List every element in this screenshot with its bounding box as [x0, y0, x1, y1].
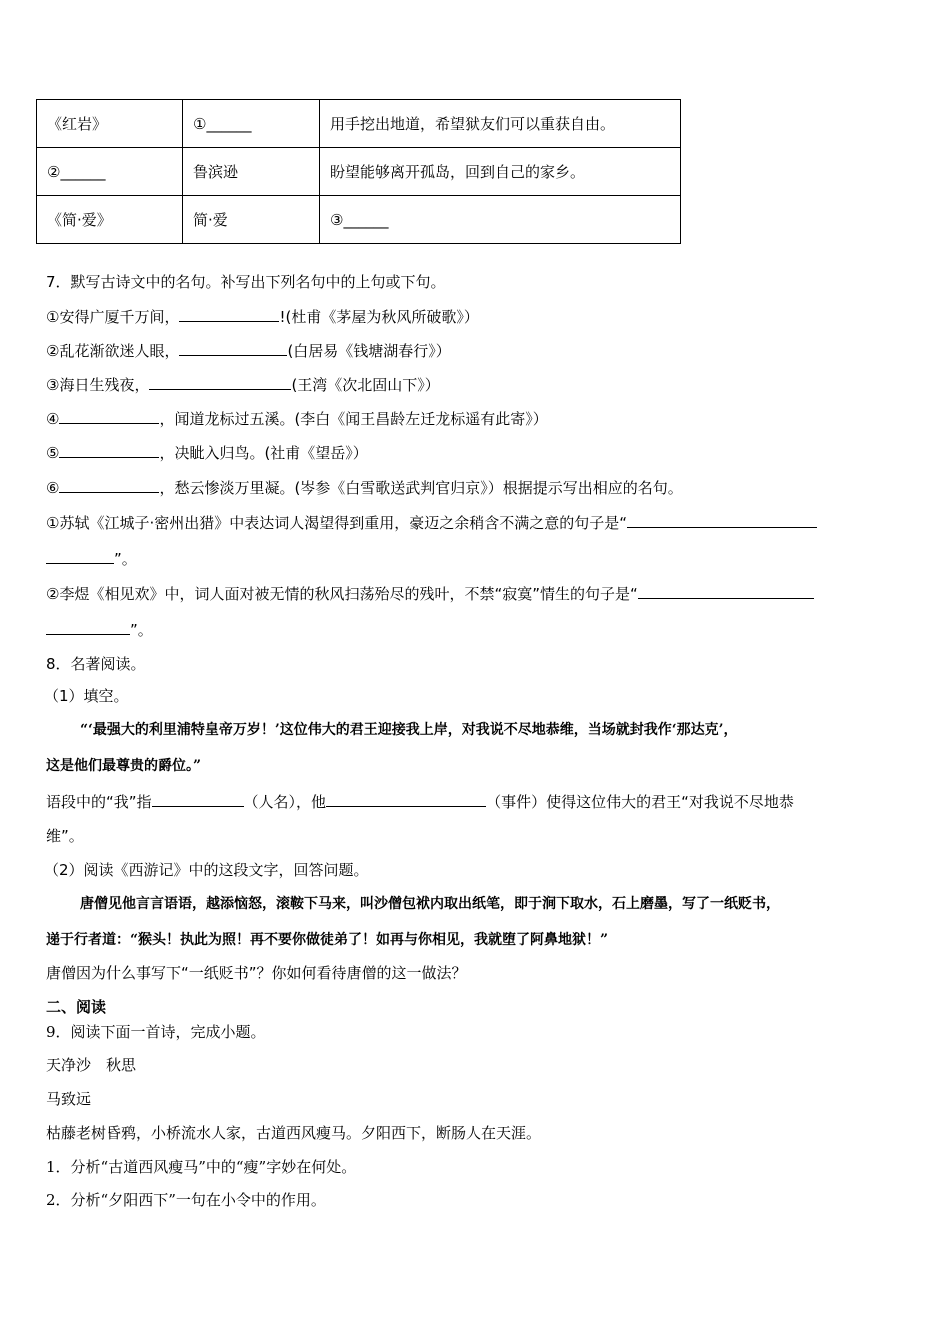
answer-blank[interactable] — [638, 582, 814, 599]
q8-question: 唐僧因为什么事写下“一纸贬书”？你如何看待唐僧的这一做法？ — [46, 964, 467, 982]
q8-quote-1b: 这是他们最尊贵的爵位。” — [46, 758, 202, 774]
q7-line-5-b: ，决眦入归鸟。(社甫《望岳》） — [159, 444, 368, 462]
answer-blank[interactable] — [59, 476, 159, 493]
q9-sub-2: 2．分析“夕阳西下”一句在小令中的作用。 — [46, 1191, 326, 1209]
q7-line-2 — [46, 339, 451, 361]
answer-blank[interactable] — [59, 407, 159, 424]
table-cell: 《简·爱》 — [37, 196, 183, 244]
table-row — [37, 148, 681, 196]
q8-quote-2a: 唐僧见他言言语语，越添恼怒，滚鞍下马来，叫沙僧包袱内取出纸笔，即于涧下取水，石上磨墨，写了一纸贬书， — [80, 896, 780, 912]
q7-sub-2-b: ”。 — [130, 621, 153, 639]
table-cell: 鲁滨逊 — [183, 148, 320, 196]
q8-fill-a: 语段中的“我”指 — [46, 793, 152, 811]
q7-line-5-a: ⑤ — [46, 444, 60, 462]
answer-blank[interactable] — [179, 305, 279, 322]
table-row — [37, 100, 681, 148]
table-cell: 盼望能够离开孤岛，回到自己的家乡。 — [320, 148, 681, 196]
table-row — [37, 196, 681, 244]
answer-blank[interactable] — [46, 618, 130, 635]
q8-fill — [46, 790, 794, 812]
q7-line-6-a: ⑥ — [46, 479, 60, 497]
q7-line-5 — [46, 441, 368, 463]
q8-fill-d: 维”。 — [46, 827, 84, 845]
q8-part-2: （2）阅读《西游记》中的这段文字，回答问题。 — [44, 861, 369, 879]
answer-blank[interactable] — [179, 339, 287, 356]
q7-sub-1-a: ①苏轼《江城子·密州出猎》中表达词人渴望得到重用，豪迈之余稍含不满之意的句子是“ — [46, 514, 627, 532]
q8-title: 8．名著阅读。 — [46, 655, 146, 673]
answer-blank[interactable] — [149, 373, 291, 390]
q7-title: 7．默写古诗文中的名句。补写出下列名句中的上句或下句。 — [46, 273, 446, 291]
poem-title: 天净沙 秋思 — [46, 1056, 137, 1074]
table-cell: ①______ — [183, 100, 320, 148]
q7-line-4 — [46, 407, 548, 429]
q8-fill-c: （事件）使得这位伟大的君王“对我说不尽地恭 — [486, 793, 794, 811]
q7-line-3-b: (王湾《次北固山下》） — [291, 376, 440, 394]
answer-blank[interactable] — [326, 790, 486, 807]
q7-sub-1 — [46, 511, 817, 533]
q7-line-4-b: ，闻道龙标过五溪。(李白《闻王昌龄左迁龙标遥有此寄》） — [159, 410, 548, 428]
answer-blank[interactable] — [152, 790, 244, 807]
q7-sub-1-cont — [46, 547, 137, 569]
q9-sub-1: 1．分析“古道西风瘦马”中的“瘦”字妙在何处。 — [46, 1158, 357, 1176]
poem-text: 枯藤老树昏鸦，小桥流水人家，古道西风瘦马。夕阳西下，断肠人在天涯。 — [46, 1124, 542, 1142]
table-cell: ③______ — [320, 196, 681, 244]
q7-sub-2 — [46, 582, 814, 604]
q8-quote-1a: “‘最强大的利里浦特皇帝万岁！’这位伟大的君王迎接我上岸，对我说不尽地恭维，当场就封我作‘那达克’， — [80, 722, 738, 738]
q9-title: 9．阅读下面一首诗，完成小题。 — [46, 1023, 266, 1041]
answer-blank[interactable] — [46, 547, 114, 564]
q7-line-1-a: ①安得广厦千万间， — [46, 308, 180, 326]
q7-line-1 — [46, 305, 479, 327]
answer-blank[interactable] — [59, 441, 159, 458]
q7-line-2-a: ②乱花渐欲迷人眼， — [46, 342, 180, 360]
q7-line-6-b: ，愁云惨淡万里凝。(岑参《白雪歌送武判官归京》）根据提示写出相应的名句。 — [159, 479, 683, 497]
table-cell: 简·爱 — [183, 196, 320, 244]
q7-line-3-a: ③海日生残夜， — [46, 376, 150, 394]
q7-line-3 — [46, 373, 440, 395]
q7-sub-2-cont — [46, 618, 153, 640]
table-cell: 用手挖出地道，希望狱友们可以重获自由。 — [320, 100, 681, 148]
q7-line-1-b: !(杜甫《茅屋为秋风所破歌》） — [279, 308, 479, 326]
section-2-title: 二、阅读 — [46, 998, 107, 1016]
q7-line-6 — [46, 476, 683, 498]
q8-quote-2b: 递于行者道：“猴头！执此为照！再不要你做徒弟了！如再与你相见，我就堕了阿鼻地狱！” — [46, 932, 609, 948]
q8-fill-b: （人名），他 — [243, 793, 327, 811]
novel-table — [36, 99, 681, 244]
q8-part-1: （1）填空。 — [44, 687, 129, 705]
q7-sub-1-b: ”。 — [114, 550, 137, 568]
q7-sub-2-a: ②李煜《相见欢》中，词人面对被无情的秋风扫荡殆尽的残叶，不禁“寂寞”情生的句子是“ — [46, 585, 638, 603]
poem-author: 马致远 — [46, 1090, 92, 1108]
table-cell: ②______ — [37, 148, 183, 196]
answer-blank[interactable] — [627, 511, 817, 528]
table-cell: 《红岩》 — [37, 100, 183, 148]
q7-line-2-b: (白居易《钱塘湖春行》） — [287, 342, 451, 360]
q7-line-4-a: ④ — [46, 410, 60, 428]
